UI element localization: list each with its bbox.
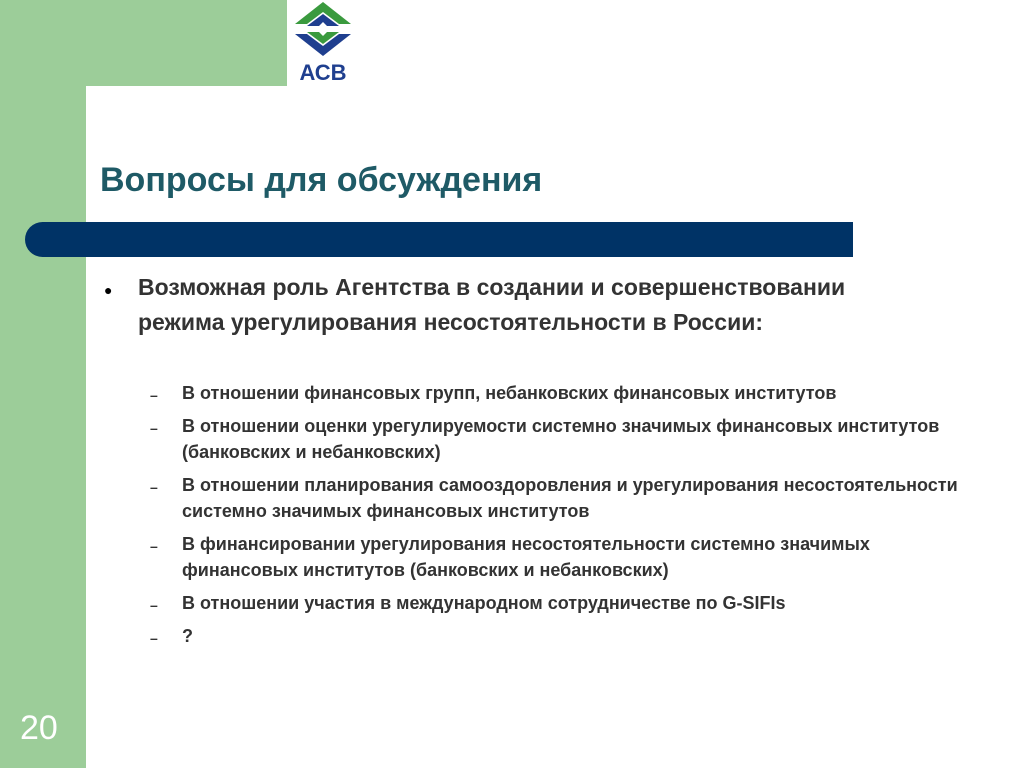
logo-text: АСВ: [299, 60, 347, 85]
dash-marker: –: [150, 597, 158, 613]
list-item: [150, 590, 970, 616]
title-underline-bar: [25, 222, 853, 257]
dash-marker: –: [150, 479, 158, 495]
green-side-band: [0, 0, 86, 768]
list-item-text: В отношении участия в международном сотрудничестве по G-SIFIs: [182, 593, 786, 613]
green-top-band: [0, 0, 287, 86]
page-number: 20: [20, 709, 58, 747]
list-item-text: В финансировании урегулирования несостоятельности системно значимых финансовых институтов (банковских и небанковских): [182, 534, 870, 580]
list-item: [150, 380, 970, 406]
list-item-text: В отношении финансовых групп, небанковских финансовых институтов: [182, 383, 837, 403]
list-item-text: В отношении планирования самооздоровления и урегулирования несостоятельности системно значимых финансовых институтов: [182, 475, 958, 521]
sub-bullet-list: [150, 380, 970, 656]
list-item: [150, 472, 970, 524]
list-item: [150, 531, 970, 583]
slide-title: Вопросы для обсуждения: [100, 161, 543, 199]
dash-marker: –: [150, 387, 158, 403]
list-item-text: В отношении оценки урегулируемости системно значимых финансовых институтов (банковских и небанковских): [182, 416, 940, 462]
list-item: [150, 413, 970, 465]
dash-marker: –: [150, 630, 158, 646]
bullet-marker: ●: [104, 282, 113, 298]
main-bullet-text: Возможная роль Агентства в создании и совершенствовании режима урегулирования несостоятельности в России:: [138, 274, 846, 335]
list-item: [150, 623, 970, 649]
dash-marker: –: [150, 420, 158, 436]
dash-marker: –: [150, 538, 158, 554]
list-item-text: ?: [182, 626, 193, 646]
